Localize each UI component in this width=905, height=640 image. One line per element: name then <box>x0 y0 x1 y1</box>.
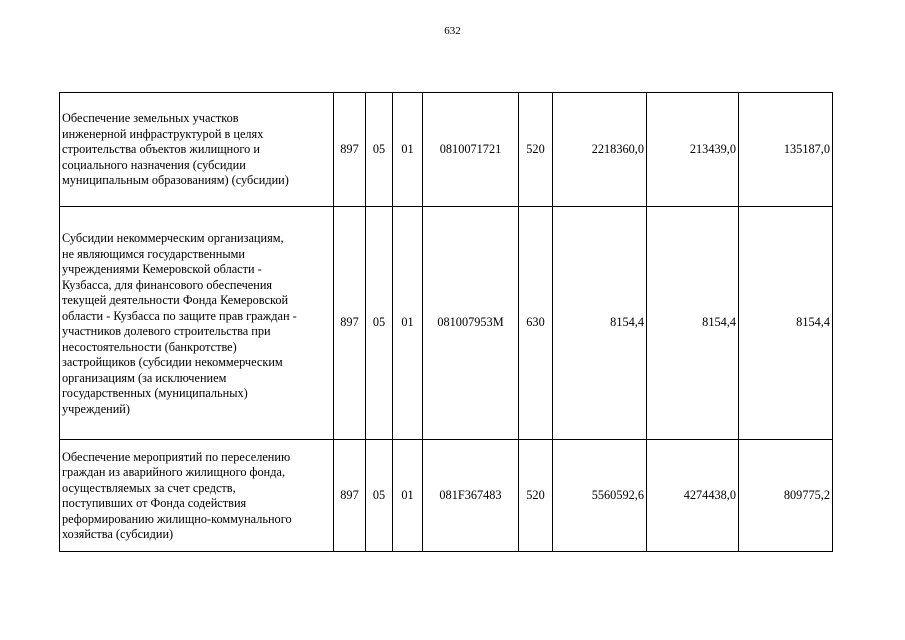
table-row <box>60 93 833 207</box>
amount-year-2-cell: 4274438,0 <box>647 440 739 552</box>
expense-type-cell: 520 <box>519 93 553 207</box>
amount-year-2-cell: 8154,4 <box>647 207 739 440</box>
section-code-cell: 05 <box>366 93 393 207</box>
target-article-cell: 081007953M <box>423 207 519 440</box>
section-code-cell: 05 <box>366 440 393 552</box>
table-row <box>60 207 833 440</box>
amount-year-1-cell: 5560592,6 <box>553 440 647 552</box>
amount-year-3-cell: 8154,4 <box>739 207 833 440</box>
expense-name-cell: Обеспечение мероприятий по переселению граждан из аварийного жилищного фонда, осуществляемых за счет средств, поступивших от Фонда содействия реформированию жилищно-коммунального хозяйства (субсидии) <box>60 440 334 552</box>
amount-year-1-cell: 2218360,0 <box>553 93 647 207</box>
target-article-cell: 0810071721 <box>423 93 519 207</box>
expense-name-cell: Обеспечение земельных участков инженерной инфраструктурой в целях строительства объектов жилищного и социального назначения (субсидии муниципальным образованиям) (субсидии) <box>60 93 334 207</box>
subsection-code-cell: 01 <box>393 440 423 552</box>
expense-type-cell: 630 <box>519 207 553 440</box>
budget-table <box>59 92 833 552</box>
expense-name-cell: Субсидии некоммерческим организациям, не являющимся государственными учреждениями Кемеровской области - Кузбасса, для финансового обеспечения текущей деятельности Фонда Кемеровской области - Кузбасса по защите прав граждан - участников долевого строительства при несостоятельности (банкротстве) застройщиков (субсидии некоммерческим организациям (за исключением государственных (муниципальных) учреждений) <box>60 207 334 440</box>
table-row <box>60 440 833 552</box>
amount-year-2-cell: 213439,0 <box>647 93 739 207</box>
amount-year-3-cell: 135187,0 <box>739 93 833 207</box>
amount-year-3-cell: 809775,2 <box>739 440 833 552</box>
ministry-code-cell: 897 <box>334 207 366 440</box>
ministry-code-cell: 897 <box>334 440 366 552</box>
amount-year-1-cell: 8154,4 <box>553 207 647 440</box>
ministry-code-cell: 897 <box>334 93 366 207</box>
subsection-code-cell: 01 <box>393 207 423 440</box>
section-code-cell: 05 <box>366 207 393 440</box>
page-number: 632 <box>444 25 461 37</box>
expense-type-cell: 520 <box>519 440 553 552</box>
subsection-code-cell: 01 <box>393 93 423 207</box>
target-article-cell: 081F367483 <box>423 440 519 552</box>
